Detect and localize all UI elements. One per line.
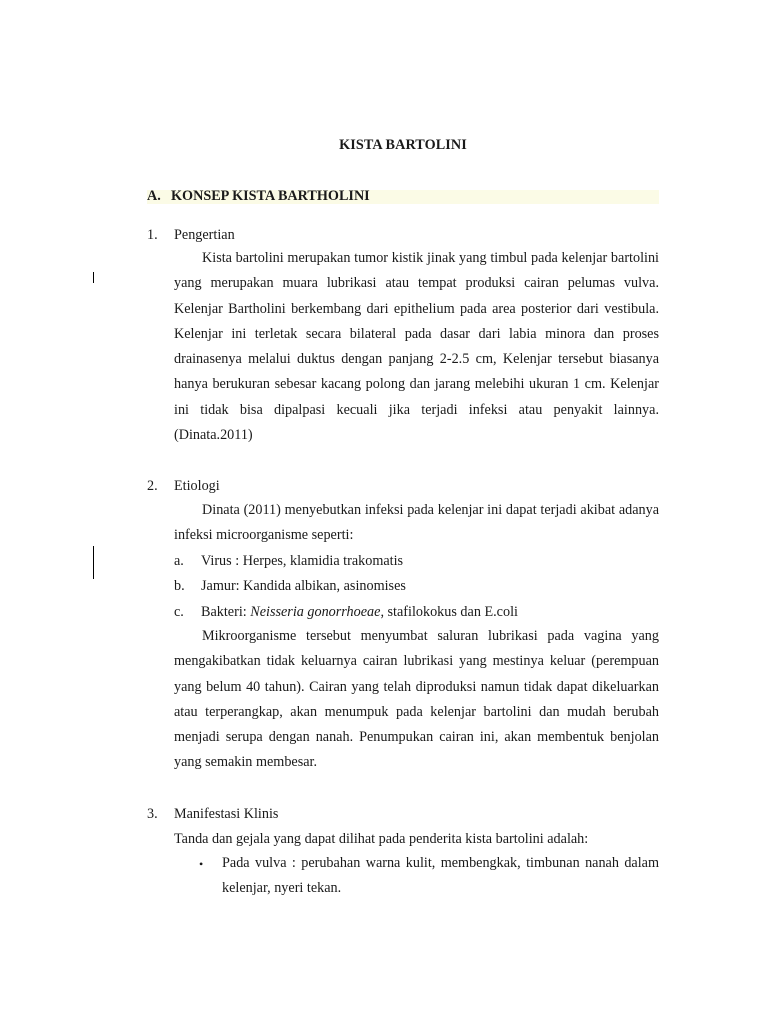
item2-number: 2. xyxy=(147,478,158,494)
item3-intro: Tanda dan gejala yang dapat dilihat pada penderita kista bartolini adalah: xyxy=(174,831,589,847)
item3-number: 3. xyxy=(147,806,158,822)
item1-heading: Pengertian xyxy=(174,227,235,243)
bullet-text: Pada vulva : perubahan warna kulit, membengkak, timbunan nanah dalam kelenjar, nyeri tekan. xyxy=(222,855,659,897)
list-item-text: Virus : Herpes, klamidia trakomatis xyxy=(201,553,404,569)
list-item-text xyxy=(201,604,518,621)
margin-mark-top xyxy=(93,272,94,283)
list-item-text: Jamur: Kandida albikan, asinomises xyxy=(201,578,406,594)
bullet-marker: • xyxy=(199,857,204,871)
list-item-marker: b. xyxy=(174,578,185,594)
list-item-marker: a. xyxy=(174,553,184,569)
list-item-italic: Neisseria gonorrhoeae xyxy=(250,604,381,620)
item2-intro: Dinata (2011) menyebutkan infeksi pada kelenjar ini dapat terjadi akibat adanya infeksi microorganisme seperti: xyxy=(174,502,659,544)
list-item-marker: c. xyxy=(174,604,184,620)
list-item-prefix: Bakteri: xyxy=(201,604,251,620)
item1-paragraph: Kista bartolini merupakan tumor kistik jinak yang timbul pada kelenjar bartolini yang merupakan muara lubrikasi atau tempat produksi cairan pelumas vulva. Kelenjar Bartholini berkembang dari epithelium pada area posterior dari vestibula. Kelenjar ini terletak secara bilateral pada dasar dari labia minora dan proses drainasenya melalui duktus dengan panjang 2-2.5 cm, Kelenjar tersebut biasanya hanya berukuran sebesar kacang polong dan jarang melebihi ukuran 1 cm. Kelenjar ini tidak bisa dipalpasi kecuali jika terjadi infeksi atau penyakit lainnya. (Dinata.2011) xyxy=(174,250,659,444)
document-title: KISTA BARTOLINI xyxy=(339,137,467,153)
item1-number: 1. xyxy=(147,227,158,243)
margin-mark-middle xyxy=(93,546,94,579)
section-a-letter: A. xyxy=(147,188,161,204)
item2-heading: Etiologi xyxy=(174,478,220,494)
list-item-suffix: , stafilokokus dan E.coli xyxy=(380,604,518,620)
item2-paragraph: Mikroorganisme tersebut menyumbat saluran lubrikasi pada vagina yang mengakibatkan tidak keluarnya cairan lubrikasi yang mestinya keluar (perempuan yang belum 40 tahun). Cairan yang telah diproduksi namun tidak dapat dikeluarkan atau terperangkap, akan menumpuk pada kelenjar bartolini dan mudah berubah menjadi serupa dengan nanah. Penumpukan cairan ini, akan membentuk benjolan yang semakin membesar. xyxy=(174,628,659,771)
item3-heading: Manifestasi Klinis xyxy=(174,806,279,822)
section-a-heading: KONSEP KISTA BARTHOLINI xyxy=(171,188,370,204)
